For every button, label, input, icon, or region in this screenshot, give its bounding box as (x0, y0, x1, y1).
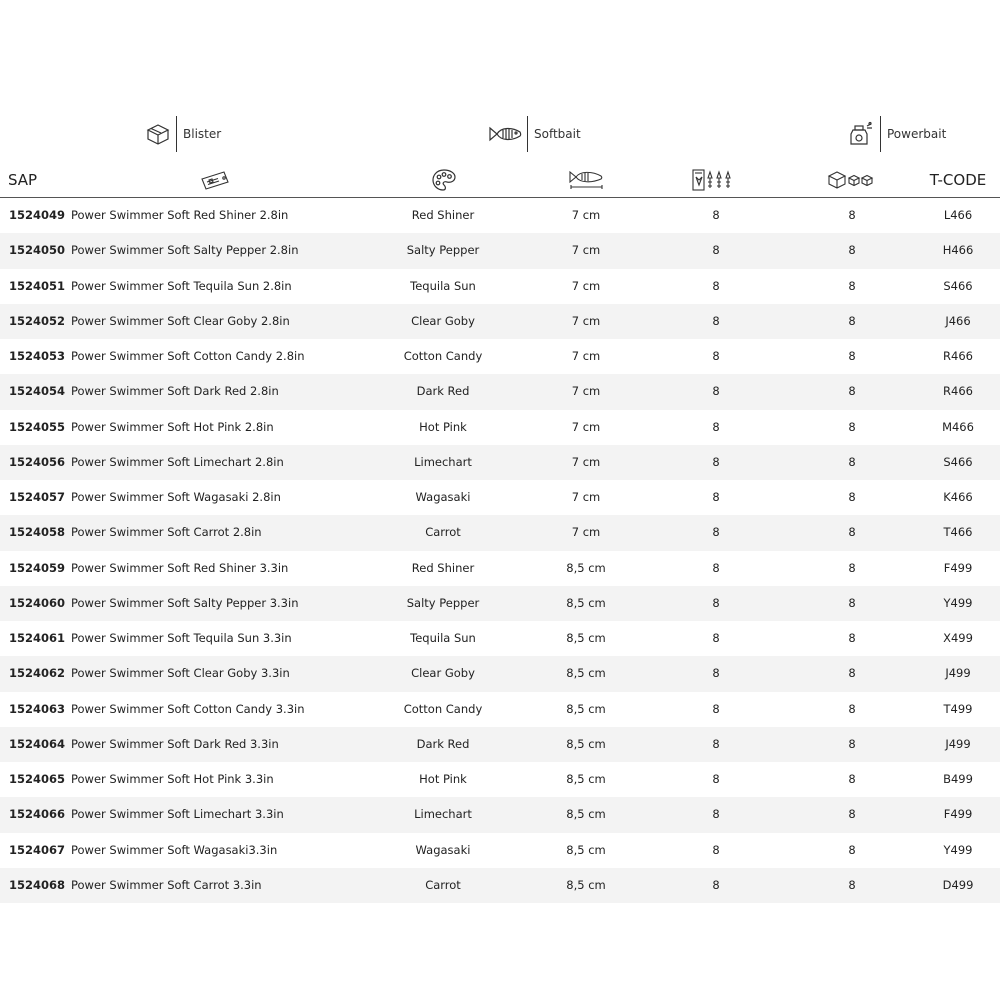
pack-quantity-cell: 8 (712, 454, 720, 469)
box-quantity-cell: 8 (848, 807, 856, 822)
length-cell: 7 cm (571, 525, 601, 540)
color-cell: Carrot (425, 877, 461, 892)
length-cell: 7 cm (571, 349, 601, 363)
pack-quantity-cell: 8 (712, 313, 720, 328)
pack-quantity-cell: 8 (712, 807, 720, 822)
color-cell: Dark Red (416, 736, 470, 751)
color-cell: Clear Goby (411, 313, 475, 328)
legend-blister (144, 115, 221, 153)
product-name-cell: Power Swimmer Soft Red Shiner 2.8in (71, 208, 289, 222)
color-cell: Salty Pepper (406, 595, 480, 610)
product-name-cell: Power Swimmer Soft Limechart 2.8in (71, 454, 284, 469)
tcode-cell: R466 (943, 349, 973, 363)
tcode-cell: D499 (942, 877, 974, 892)
sap-cell: 1524066 (9, 807, 66, 822)
palette-icon (424, 163, 464, 197)
legend-blister-label: Blister (183, 127, 222, 141)
legend (0, 115, 1000, 153)
table-row (0, 374, 1000, 409)
length-cell: 8,5 cm (566, 560, 606, 575)
length-cell: 8,5 cm (566, 595, 606, 610)
length-cell: 8,5 cm (566, 807, 606, 822)
length-cell: 7 cm (571, 313, 601, 328)
pack-quantity-cell: 8 (712, 595, 720, 610)
legend-separator (527, 116, 528, 152)
pack-quantity-icon (688, 163, 744, 197)
box-quantity-cell: 8 (848, 666, 856, 681)
table-row (0, 833, 1000, 868)
box-quantity-cell: 8 (848, 384, 856, 399)
tcode-cell: T466 (943, 525, 973, 540)
color-cell: Tequila Sun (410, 278, 476, 293)
color-cell: Cotton Candy (403, 349, 483, 363)
tcode-cell: S466 (943, 454, 973, 469)
color-cell: Limechart (414, 807, 472, 822)
sap-cell: 1524058 (9, 525, 66, 540)
tcode-cell: M466 (942, 419, 974, 434)
legend-softbait-label: Softbait (534, 127, 581, 141)
table-body (0, 198, 1000, 903)
tcode-cell: H466 (942, 243, 974, 258)
tcode-cell: S466 (943, 278, 973, 293)
table-row (0, 586, 1000, 621)
length-cell: 7 cm (571, 278, 601, 293)
length-cell: 7 cm (571, 419, 601, 434)
box-quantity-cell: 8 (848, 349, 856, 363)
length-cell: 7 cm (571, 384, 601, 399)
table-row (0, 233, 1000, 268)
box-quantity-cell: 8 (848, 419, 856, 434)
table-row (0, 797, 1000, 832)
table-row (0, 551, 1000, 586)
color-cell: Red Shiner (411, 560, 475, 575)
length-cell: 7 cm (571, 243, 601, 258)
legend-powerbait (844, 115, 946, 153)
tag-icon (195, 163, 235, 197)
pack-quantity-cell: 8 (712, 772, 720, 786)
box-quantity-cell: 8 (848, 490, 856, 504)
length-cell: 8,5 cm (566, 631, 606, 645)
product-name-cell: Power Swimmer Soft Hot Pink 2.8in (71, 419, 274, 434)
box-quantity-cell: 8 (848, 560, 856, 575)
box-quantity-cell: 8 (848, 842, 856, 857)
product-name-cell: Power Swimmer Soft Carrot 3.3in (71, 877, 262, 892)
product-name-cell: Power Swimmer Soft Carrot 2.8in (71, 525, 262, 540)
product-name-cell: Power Swimmer Soft Red Shiner 3.3in (71, 560, 289, 575)
sap-cell: 1524049 (9, 208, 66, 222)
pack-quantity-cell: 8 (712, 631, 720, 645)
table-row (0, 727, 1000, 762)
color-cell: Tequila Sun (410, 631, 476, 645)
sap-cell: 1524056 (9, 454, 66, 469)
product-name-cell: Power Swimmer Soft Wagasaki 2.8in (71, 490, 281, 504)
color-cell: Carrot (425, 525, 461, 540)
product-name-cell: Power Swimmer Soft Tequila Sun 3.3in (71, 631, 292, 645)
length-cell: 8,5 cm (566, 842, 606, 857)
color-cell: Wagasaki (415, 490, 471, 504)
tcode-cell: J499 (945, 666, 971, 681)
product-name-cell: Power Swimmer Soft Clear Goby 2.8in (71, 313, 290, 328)
box-quantity-cell: 8 (848, 631, 856, 645)
box-quantity-cell: 8 (848, 278, 856, 293)
sap-cell: 1524064 (9, 736, 66, 751)
color-cell: Red Shiner (411, 208, 475, 222)
box-quantity-cell: 8 (848, 243, 856, 258)
color-cell: Wagasaki (415, 842, 471, 857)
box-icon (144, 121, 172, 147)
table-row (0, 868, 1000, 903)
box-quantity-icon (824, 163, 880, 197)
color-cell: Hot Pink (419, 772, 467, 786)
tcode-cell: L466 (943, 208, 973, 222)
box-quantity-cell: 8 (848, 595, 856, 610)
length-cell: 7 cm (571, 490, 601, 504)
tcode-cell: K466 (943, 490, 973, 504)
powerbait-jar-icon (844, 121, 876, 147)
pack-quantity-cell: 8 (712, 419, 720, 434)
legend-separator (176, 116, 177, 152)
pack-quantity-cell: 8 (712, 525, 720, 540)
length-cell: 8,5 cm (566, 772, 606, 786)
product-name-cell: Power Swimmer Soft Dark Red 3.3in (71, 736, 279, 751)
box-quantity-cell: 8 (848, 525, 856, 540)
sap-cell: 1524054 (9, 384, 66, 399)
product-name-cell: Power Swimmer Soft Wagasaki3.3in (71, 842, 278, 857)
product-name-cell: Power Swimmer Soft Salty Pepper 3.3in (71, 595, 299, 610)
pack-quantity-cell: 8 (712, 349, 720, 363)
tcode-cell: T499 (943, 701, 973, 716)
legend-softbait (487, 115, 581, 153)
length-cell: 8,5 cm (566, 701, 606, 716)
box-quantity-cell: 8 (848, 877, 856, 892)
box-quantity-cell: 8 (848, 772, 856, 786)
header-sap: SAP (8, 171, 38, 189)
pack-quantity-cell: 8 (712, 384, 720, 399)
sap-cell: 1524053 (9, 349, 66, 363)
tcode-cell: F499 (943, 560, 973, 575)
product-name-cell: Power Swimmer Soft Cotton Candy 3.3in (71, 701, 305, 716)
sap-cell: 1524065 (9, 772, 66, 786)
pack-quantity-cell: 8 (712, 666, 720, 681)
color-cell: Cotton Candy (403, 701, 483, 716)
table-header (0, 163, 1000, 198)
sap-cell: 1524060 (9, 595, 66, 610)
product-name-cell: Power Swimmer Soft Cotton Candy 2.8in (71, 349, 305, 363)
box-quantity-cell: 8 (848, 736, 856, 751)
length-cell: 8,5 cm (566, 736, 606, 751)
table-row (0, 656, 1000, 691)
tcode-cell: Y499 (943, 595, 973, 610)
color-cell: Hot Pink (419, 419, 467, 434)
sap-cell: 1524050 (9, 243, 66, 258)
pack-quantity-cell: 8 (712, 877, 720, 892)
table-row (0, 692, 1000, 727)
pack-quantity-cell: 8 (712, 701, 720, 716)
sap-cell: 1524062 (9, 666, 66, 681)
length-cell: 8,5 cm (566, 666, 606, 681)
sap-cell: 1524068 (9, 877, 66, 892)
table-row (0, 762, 1000, 797)
product-name-cell: Power Swimmer Soft Tequila Sun 2.8in (71, 278, 292, 293)
product-name-cell: Power Swimmer Soft Clear Goby 3.3in (71, 666, 290, 681)
sap-cell: 1524063 (9, 701, 66, 716)
box-quantity-cell: 8 (848, 208, 856, 222)
pack-quantity-cell: 8 (712, 560, 720, 575)
product-name-cell: Power Swimmer Soft Salty Pepper 2.8in (71, 243, 299, 258)
table-row (0, 269, 1000, 304)
legend-powerbait-label: Powerbait (887, 127, 947, 141)
tcode-cell: J499 (945, 736, 971, 751)
sap-cell: 1524059 (9, 560, 66, 575)
table-row (0, 410, 1000, 445)
length-cell: 7 cm (571, 454, 601, 469)
length-cell: 7 cm (571, 208, 601, 222)
sap-cell: 1524067 (9, 842, 66, 857)
header-tcode: T-CODE (929, 171, 987, 189)
tcode-cell: F499 (943, 807, 973, 822)
pack-quantity-cell: 8 (712, 842, 720, 857)
table-row (0, 480, 1000, 515)
product-name-cell: Power Swimmer Soft Dark Red 2.8in (71, 384, 279, 399)
box-quantity-cell: 8 (848, 701, 856, 716)
color-cell: Limechart (414, 454, 472, 469)
color-cell: Clear Goby (411, 666, 475, 681)
sap-cell: 1524052 (9, 313, 66, 328)
sap-cell: 1524051 (9, 278, 66, 293)
length-fish-icon (562, 163, 610, 197)
sap-cell: 1524061 (9, 631, 66, 645)
tcode-cell: B499 (943, 772, 973, 786)
table-row (0, 445, 1000, 480)
table-row (0, 304, 1000, 339)
table-row (0, 339, 1000, 374)
tcode-cell: X499 (943, 631, 973, 645)
pack-quantity-cell: 8 (712, 736, 720, 751)
box-quantity-cell: 8 (848, 313, 856, 328)
pack-quantity-cell: 8 (712, 243, 720, 258)
color-cell: Salty Pepper (406, 243, 480, 258)
legend-separator (880, 116, 881, 152)
sap-cell: 1524057 (9, 490, 66, 504)
product-name-cell: Power Swimmer Soft Hot Pink 3.3in (71, 772, 274, 786)
tcode-cell: R466 (943, 384, 973, 399)
box-quantity-cell: 8 (848, 454, 856, 469)
tcode-cell: J466 (945, 313, 971, 328)
pack-quantity-cell: 8 (712, 208, 720, 222)
table-row (0, 198, 1000, 233)
length-cell: 8,5 cm (566, 877, 606, 892)
softbait-fish-icon (487, 121, 523, 147)
product-name-cell: Power Swimmer Soft Limechart 3.3in (71, 807, 284, 822)
table-row (0, 515, 1000, 550)
pack-quantity-cell: 8 (712, 490, 720, 504)
color-cell: Dark Red (416, 384, 470, 399)
sap-cell: 1524055 (9, 419, 66, 434)
pack-quantity-cell: 8 (712, 278, 720, 293)
tcode-cell: Y499 (943, 842, 973, 857)
table-row (0, 621, 1000, 656)
